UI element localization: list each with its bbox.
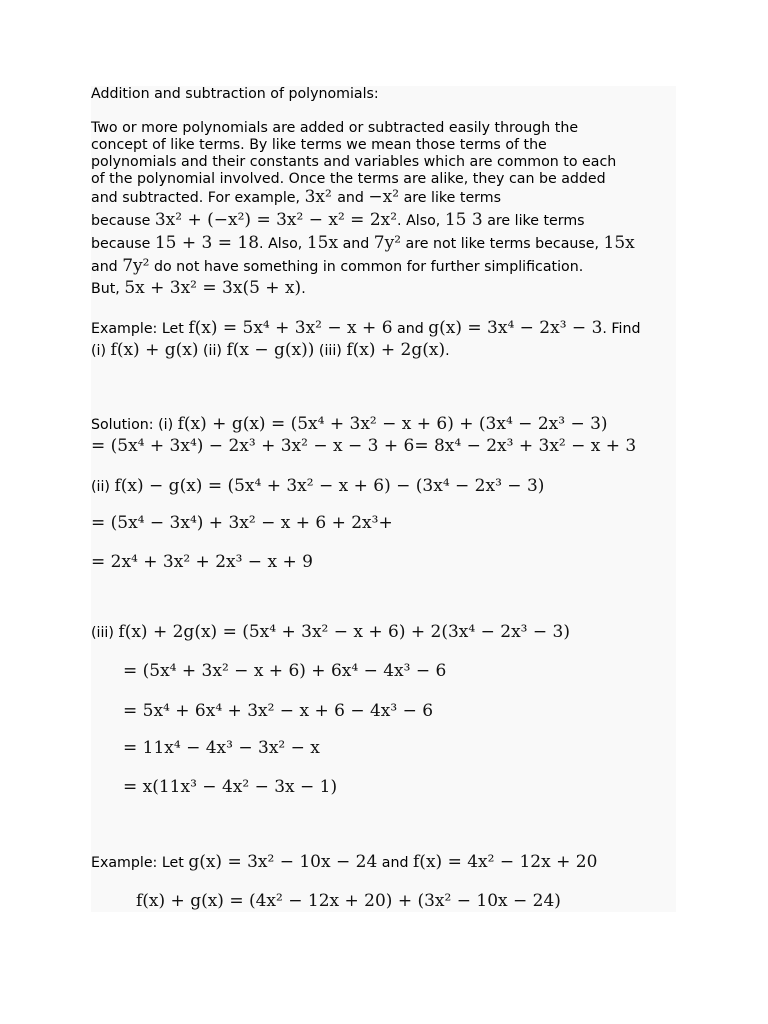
text: (iii) [318, 343, 342, 359]
math-expression: = (5x⁴ − 3x⁴) + 3x² − x + 6 + 2x³+ [91, 513, 393, 533]
math-expression: f(x) = 4x² − 12x + 20 [413, 852, 598, 872]
text: . [301, 281, 306, 297]
example-line [91, 853, 597, 872]
math-expression: = (5x⁴ + 3x⁴) − 2x³ + 3x² − x − 3 + 6 [91, 436, 415, 456]
text: and subtracted. For example, [91, 190, 301, 206]
intro-line: concept of like terms. By like terms we mean those terms of the [91, 137, 547, 153]
math-expression: = 11x⁴ − 4x³ − 3x² − x [123, 738, 320, 758]
math-expression: = 2x⁴ + 3x² + 2x³ − x + 9 [91, 552, 313, 572]
text: Example: Let [91, 855, 184, 871]
math-expression: 15x [306, 233, 339, 253]
math-expression: 3x² + (−x²) = 3x² − x² = 2x² [154, 210, 398, 230]
math-expression: 15 3 [444, 210, 483, 230]
math-expression: 3x² [304, 187, 338, 207]
example-line [91, 341, 450, 360]
text: and [91, 259, 118, 275]
math-expression: g(x) = 3x² − 10x − 24 [188, 852, 378, 872]
intro-line [91, 211, 585, 230]
solution-line [91, 477, 544, 496]
text: (ii) [91, 479, 110, 495]
text: are not like terms because, [405, 236, 600, 252]
math-expression: f(x) − g(x) = (5x⁴ + 3x² − x + 6) − (3x⁴ − 2x³ − 3) [114, 476, 545, 496]
text: because [91, 213, 151, 229]
math-expression: f(x − g(x)) [226, 340, 315, 360]
math-expression: g(x) = 3x⁴ − 2x³ − 3 [428, 318, 603, 338]
intro-line: of the polynomial involved. Once the terms are alike, they can be added [91, 171, 606, 187]
solution-line [123, 702, 433, 721]
intro-line [91, 234, 635, 253]
math-expression: = 5x⁴ + 6x⁴ + 3x² − x + 6 − 4x³ − 6 [123, 701, 434, 721]
solution-line [91, 553, 313, 572]
math-expression: −x² [368, 187, 400, 207]
solution-line [91, 514, 393, 533]
solution-line [91, 437, 636, 456]
text: (ii) [202, 343, 222, 359]
solution-line [123, 778, 337, 797]
text: because [91, 236, 151, 252]
text: are like terms [487, 213, 585, 229]
intro-line: polynomials and their constants and variables which are common to each [91, 154, 617, 170]
solution-line [91, 415, 608, 434]
intro-line [91, 257, 583, 276]
math-expression: = x(11x³ − 4x² − 3x − 1) [123, 777, 338, 797]
text: Solution: (i) [91, 417, 174, 433]
text: and [342, 236, 370, 252]
solution-line [123, 662, 446, 681]
text: and [381, 855, 409, 871]
math-expression: = (5x⁴ + 3x² − x + 6) + 6x⁴ − 4x³ − 6 [123, 661, 447, 681]
example-line [91, 319, 641, 338]
math-expression: f(x) + g(x) = (4x² − 12x + 20) + (3x² − 10x − 24) [136, 891, 561, 911]
section-title: Addition and subtraction of polynomials: [91, 86, 379, 102]
math-expression: f(x) + g(x) [110, 340, 199, 360]
text: . Also, [259, 236, 303, 252]
math-expression: 7y² [373, 233, 402, 253]
text: and [337, 190, 364, 206]
solution-line [91, 623, 570, 642]
text: . [445, 343, 450, 359]
example-line [136, 892, 561, 911]
math-expression: 15x [603, 233, 635, 253]
math-expression: 5x + 3x² = 3x(5 + x) [124, 278, 302, 298]
text: and [397, 321, 424, 337]
math-expression: f(x) + g(x) = (5x⁴ + 3x² − x + 6) + (3x⁴ − 2x³ − 3) [177, 414, 608, 434]
math-expression: f(x) = 5x⁴ + 3x² − x + 6 [188, 318, 393, 338]
math-expression: f(x) + 2g(x) [346, 340, 446, 360]
text: (iii) [91, 625, 114, 641]
text: do not have something in common for further simplification. [153, 259, 584, 275]
text: (i) [91, 343, 107, 359]
intro-line: Two or more polynomials are added or subtracted easily through the [91, 120, 579, 136]
solution-line [123, 739, 320, 758]
math-expression: f(x) + 2g(x) = (5x⁴ + 3x² − x + 6) + 2(3x⁴ − 2x³ − 3) [118, 622, 570, 642]
math-expression: 7y² [122, 256, 150, 276]
intro-line [91, 188, 501, 207]
text: Example: Let [91, 321, 184, 337]
math-expression: 15 + 3 = 18 [154, 233, 260, 253]
intro-line [91, 279, 306, 298]
math-expression: = 8x⁴ − 2x³ + 3x² − x + 3 [414, 436, 637, 456]
text: are like terms [403, 190, 501, 206]
text: But, [91, 281, 120, 297]
text: . Find [602, 321, 641, 337]
text: . Also, [397, 213, 441, 229]
